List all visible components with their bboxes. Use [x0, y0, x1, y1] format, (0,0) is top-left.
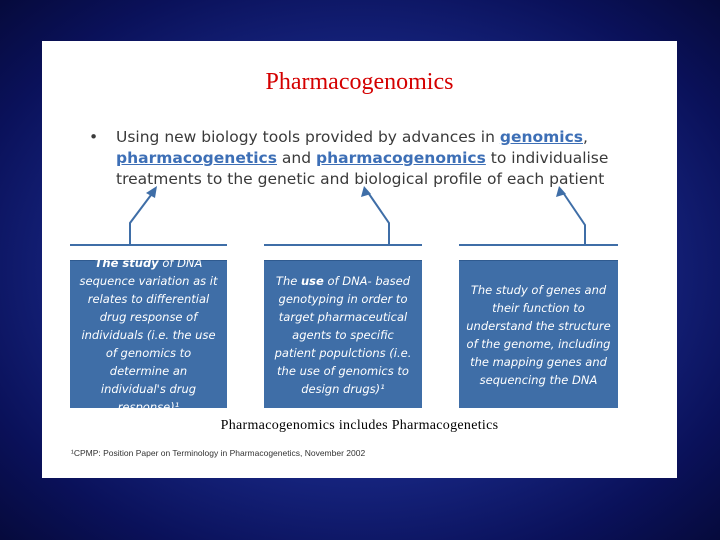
- slide-title: Pharmacogenomics: [265, 69, 454, 95]
- box-body: of DNA sequence variation as it relates to differential drug response of individuals (i.e. the use of genomics to determine an individual's drug response)¹: [79, 255, 218, 414]
- connector-arrow-3: [562, 191, 585, 245]
- box-body: of DNA- based genotyping in order to target pharmaceutical agents to specific patient populctions (i.e. the use of genomics to design drugs)¹: [274, 273, 412, 396]
- definition-box-genomics: [459, 260, 618, 408]
- connector-arrow-2: [367, 191, 389, 245]
- box-text: [270, 272, 416, 398]
- arrowhead-1: [146, 186, 157, 198]
- box-text: [465, 281, 612, 389]
- box-body: The study of genes and their function to understand the structure of the genome, including the mapping genes and sequencing the DNA: [466, 282, 611, 387]
- bullet-text-part: to individualise treatments to the genetic and biological profile of each patient: [116, 149, 609, 188]
- summary-note: Pharmacogenomics includes Pharmacogenetics: [220, 418, 499, 433]
- definition-box-pharmacogenomics: [264, 260, 422, 408]
- box-bold-lead: use: [300, 273, 324, 288]
- connector-arrow-1: [130, 191, 154, 245]
- term-pharmacogenetics: pharmacogenetics: [116, 149, 277, 167]
- footnote: ¹CPMP: Position Paper on Terminology in Pharmacogenetics, November 2002: [71, 448, 366, 458]
- term-genomics: genomics: [499, 128, 584, 146]
- bullet-marker: •: [89, 128, 99, 146]
- slide-card: [42, 41, 677, 478]
- bullet-text-part: and: [276, 149, 316, 167]
- definition-box-pharmacogenetics: [70, 255, 227, 414]
- box-bold-lead: The study: [94, 255, 159, 270]
- box-text: [76, 254, 221, 416]
- bullet-text-part: Using new biology tools provided by advances in: [116, 128, 500, 146]
- box-lead: The: [275, 273, 301, 288]
- term-pharmacogenomics: pharmacogenomics: [316, 149, 486, 167]
- bullet-text-part: ,: [583, 128, 588, 146]
